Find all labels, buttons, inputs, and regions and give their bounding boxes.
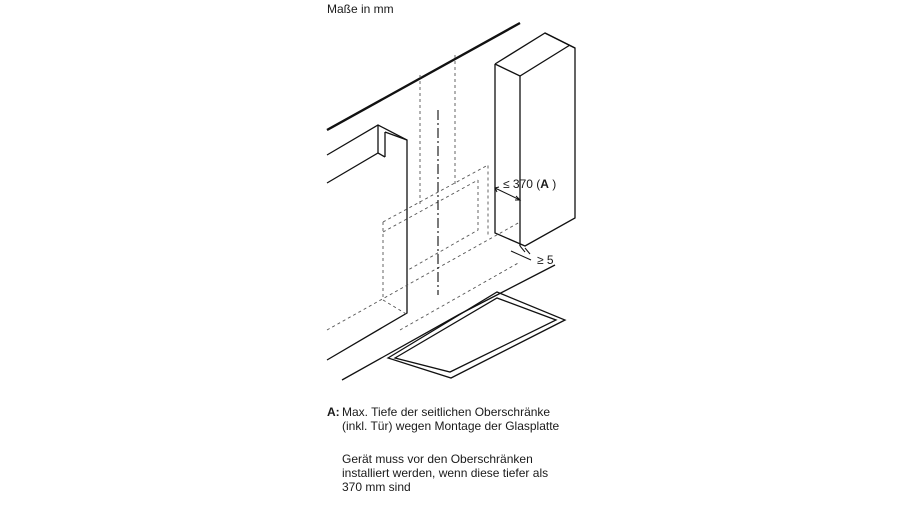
installation-note	[342, 452, 602, 494]
right-upper-cabinet	[495, 33, 575, 246]
note-line-1: Gerät muss vor den Oberschränken	[342, 452, 533, 466]
note-line-2: installiert werden, wenn diese tiefer als	[342, 466, 549, 480]
hood-hidden-lines	[327, 55, 520, 330]
legend-line-2: (inkl. Tür) wegen Montage der Glasplatte	[342, 419, 560, 433]
depth-dimension-label: ≤ 370 (A )	[503, 177, 557, 191]
hob	[342, 265, 565, 380]
legend-line-1: Max. Tiefe der seitlichen Oberschränke	[342, 405, 551, 419]
gap-dimension	[511, 246, 531, 260]
legend-key: A:	[327, 405, 340, 419]
diagram-title: Maße in mm	[327, 2, 394, 16]
note-line-3: 370 mm sind	[342, 480, 411, 494]
left-upper-cabinet	[327, 125, 407, 360]
gap-dimension-label: ≥ 5	[537, 253, 554, 267]
ceiling-edge	[327, 23, 520, 130]
